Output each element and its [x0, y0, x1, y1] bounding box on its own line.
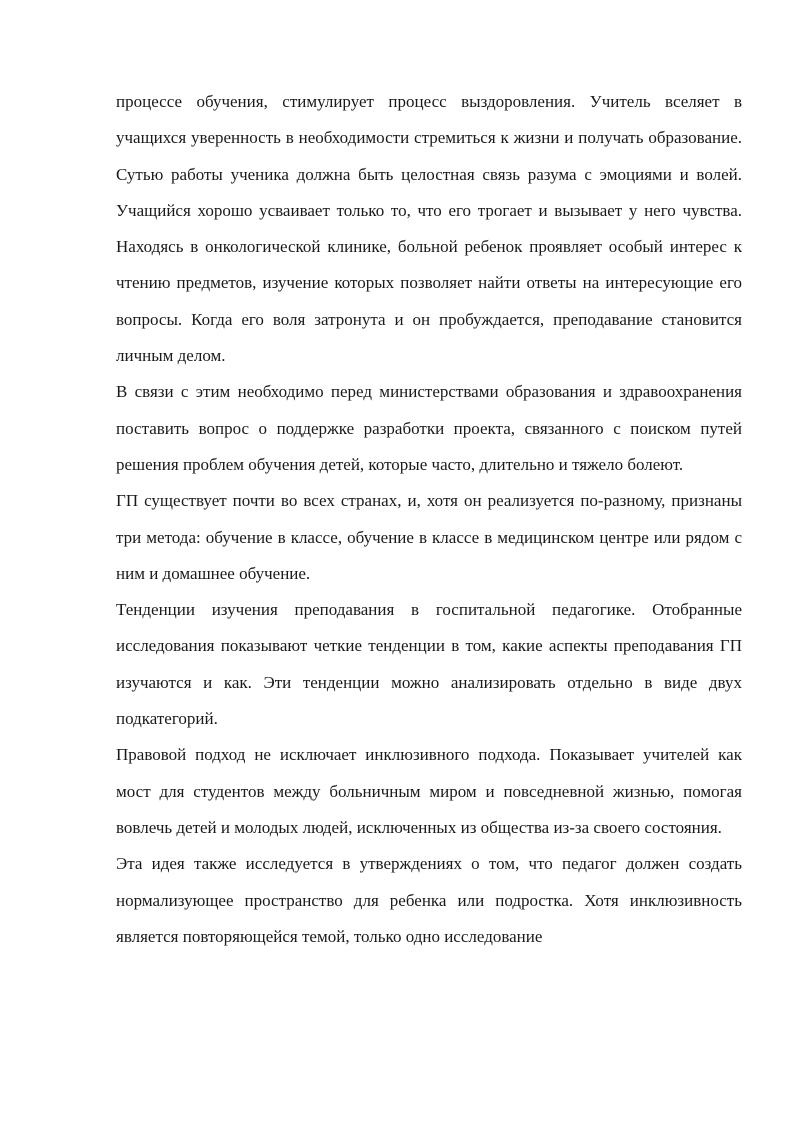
- paragraph-3: ГП существует почти во всех странах, и, хотя он реализуется по-разному, признаны три метода: обучение в классе, обучение в классе в медицинском центре или рядом с ним и домашнее обучение.: [116, 491, 742, 583]
- paragraph-2: В связи с этим необходимо перед министерствами образования и здравоохранения поставить вопрос о поддержке разработки проекта, связанного с поиском путей решения проблем обучения детей, которые часто, длительно и тяжело болеют.: [116, 382, 742, 474]
- document-page: [116, 84, 742, 955]
- paragraph-5: Правовой подход не исключает инклюзивного подхода. Показывает учителей как мост для студентов между больничным миром и повседневной жизнью, помогая вовлечь детей и молодых людей, исключенных из общества из-за своего состояния.: [116, 745, 742, 837]
- paragraph-6: Эта идея также исследуется в утверждениях о том, что педагог должен создать нормализующее пространство для ребенка или подростка. Хотя инклюзивность является повторяющейся темой, только одно исследование: [116, 854, 742, 946]
- paragraph-1: процессе обучения, стимулирует процесс выздоровления. Учитель вселяет в учащихся уверенность в необходимости стремиться к жизни и получать образование. Сутью работы ученика должна быть целостная связь разума с эмоциями и волей. Учащийся хорошо усваивает только то, что его трогает и вызывает у него чувства. Находясь в онкологической клинике, больной ребенок проявляет особый интерес к чтению предметов, изучение которых позволяет найти ответы на интересующие его вопросы. Когда его воля затронута и он пробуждается, преподавание становится личным делом.: [116, 92, 742, 366]
- paragraph-4: Тенденции изучения преподавания в госпитальной педагогике. Отобранные исследования показывают четкие тенденции в том, какие аспекты преподавания ГП изучаются и как. Эти тенденции можно анализировать отдельно в виде двух подкатегорий.: [116, 600, 742, 729]
